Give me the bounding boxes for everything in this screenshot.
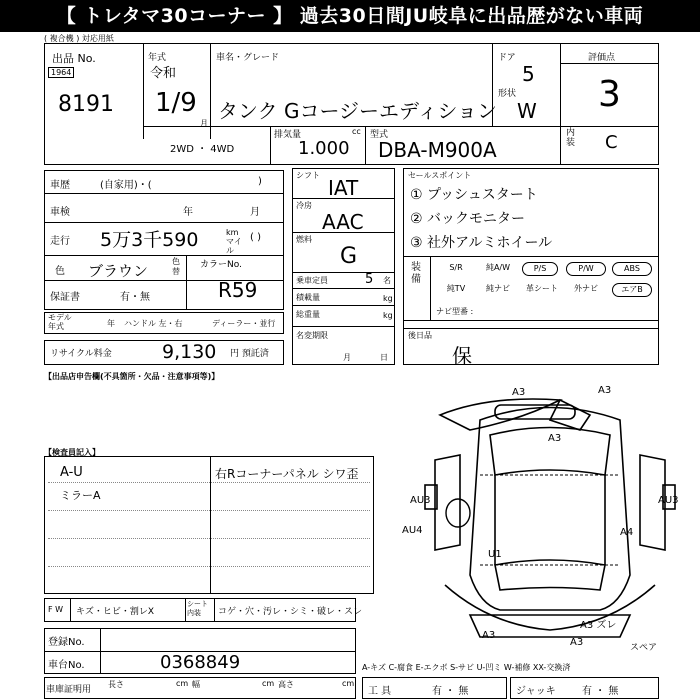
deadline-day: 日 xyxy=(380,353,388,362)
shift-label: シフト xyxy=(296,171,320,180)
damage-mark: AU4 xyxy=(402,525,423,536)
garage-width: 幅 xyxy=(192,680,200,689)
damage-mark: A3 xyxy=(598,385,612,396)
recycle-label: リサイクル料金 xyxy=(50,349,112,359)
equip-ext-navi: 外ナビ xyxy=(574,284,598,293)
recycle-unit: 円 預託済 xyxy=(230,349,269,359)
mileage-value: 5万3千590 xyxy=(100,229,199,251)
equip-airbag: エアB xyxy=(612,283,652,297)
fw-interior-label: シート内装 xyxy=(187,600,208,617)
equip-navi: 純ナビ xyxy=(486,284,510,293)
lot-stamp: 1964 xyxy=(48,67,74,78)
damage-mark: AU3 xyxy=(658,495,679,506)
shape-label: 形状 xyxy=(498,89,517,99)
capacity-unit: 名 xyxy=(383,276,391,285)
rear-value: 保 xyxy=(452,344,472,368)
spare-label: スペア xyxy=(630,643,658,653)
color-change: 色替 xyxy=(172,257,180,276)
fw-items: キズ・ヒビ・割レX xyxy=(76,607,154,617)
displacement-value: 1.000 xyxy=(298,138,350,159)
mileage-label: 走行 xyxy=(50,236,70,247)
score-value: 3 xyxy=(598,74,621,115)
inspector-left1: A-U xyxy=(60,465,83,480)
gross-unit: kg xyxy=(383,311,393,320)
inspector-label: 【検査員記入】 xyxy=(44,448,100,457)
month-unit: 月 xyxy=(200,119,208,128)
jack-label: ジャッキ xyxy=(516,686,556,697)
sales-item-1: ① プッシュスタート xyxy=(410,187,538,203)
shape-value: W xyxy=(517,99,537,123)
equipment-label: 装備 xyxy=(411,262,421,285)
history-end: ) xyxy=(258,176,262,187)
garage-len: 長さ xyxy=(108,680,124,689)
damage-mark: AU3 xyxy=(410,495,431,506)
rear-label: 後日品 xyxy=(408,331,432,340)
damage-mark: A3 ズレ xyxy=(580,620,617,631)
model-year-label: モデル年式 xyxy=(48,313,72,331)
handle: ハンドル 左・右 xyxy=(124,319,183,328)
lot-number: 8191 xyxy=(58,92,114,117)
navi-model: ナビ型番 : xyxy=(436,307,474,316)
equip-sr: S/R xyxy=(449,263,463,272)
damage-mark: A3 xyxy=(512,387,526,398)
displacement-label: 排気量 xyxy=(274,130,302,140)
chassis-value: 0368849 xyxy=(160,652,241,673)
model-year-year: 年 xyxy=(107,319,115,328)
garage-height: 高さ xyxy=(278,680,294,689)
type-label: 型式 xyxy=(370,130,389,140)
mileage-paren: ( ) xyxy=(250,232,261,243)
lot-label: 出品 No. xyxy=(52,52,96,65)
model-label: 車名・グレード xyxy=(216,53,280,63)
banner: 【 トレタマ30コーナー 】 過去30日間JU岐阜に出品歴がない車両 xyxy=(0,0,700,32)
doors-label: ドア xyxy=(498,53,516,63)
damage-diagram xyxy=(400,375,700,660)
garage-height-cm: cm xyxy=(342,679,355,688)
chassis-label: 車台No. xyxy=(48,660,85,671)
interior-label: 内装 xyxy=(566,128,576,148)
aircon-label: 冷房 xyxy=(296,201,312,210)
warranty-label: 保証書 xyxy=(50,292,80,303)
interior-value: C xyxy=(605,132,618,153)
damage-mark: A4 xyxy=(620,527,634,538)
drive: 2WD ・ 4WD xyxy=(170,144,235,155)
inspector-right1: 右Rコーナーパネル シワ歪 xyxy=(215,467,359,481)
shaken-label: 車検 xyxy=(50,207,70,218)
sales-item-3: ③ 社外アルミホイール xyxy=(410,235,553,251)
capacity-label: 乗車定員 xyxy=(296,276,328,285)
load-unit: kg xyxy=(383,294,393,303)
reg-label: 登録No. xyxy=(48,637,85,648)
damage-mark: U1 xyxy=(488,549,502,560)
sales-label: セールスポイント xyxy=(408,171,472,180)
history-value: (自家用)・( xyxy=(100,180,152,191)
equip-pw: P/W xyxy=(566,262,606,276)
history-label: 車歴 xyxy=(50,180,70,191)
jack-value: 有 ・ 無 xyxy=(582,686,619,697)
dealer: ディーラー・並行 xyxy=(212,319,276,328)
garage-label: 車庫証明用 xyxy=(46,685,92,695)
doors-value: 5 xyxy=(522,62,535,86)
damage-mark: A3 xyxy=(570,637,584,648)
warranty-value: 有・無 xyxy=(120,292,150,303)
mileage-unit: km マイル xyxy=(226,228,242,255)
equip-alloy: 純A/W xyxy=(485,263,511,272)
fuel-label: 燃料 xyxy=(296,235,312,244)
fw-label: F W xyxy=(48,605,64,614)
color-value: ブラウン xyxy=(88,262,149,280)
shift-value: IAT xyxy=(328,176,359,200)
damage-mark: A3 xyxy=(548,433,562,444)
equip-abs: ABS xyxy=(612,262,652,276)
capacity-value: 5 xyxy=(365,272,374,287)
garage-len-cm: cm xyxy=(176,679,189,688)
recycle-value: 9,130 xyxy=(162,341,217,363)
damage-mark: A3 xyxy=(482,630,496,641)
tools-value: 有 ・ 無 xyxy=(432,686,469,697)
equip-leather: 革シート xyxy=(526,284,558,293)
type-value: DBA-M900A xyxy=(378,138,497,162)
score-label: 評価点 xyxy=(588,53,616,63)
shaken-month: 月 xyxy=(250,207,260,218)
deadline-label: 名変期限 xyxy=(296,331,328,340)
color-code-label: カラーNo. xyxy=(200,260,242,270)
aircon-value: AAC xyxy=(322,210,364,234)
sub-note: ( 複合機 ) 対応用紙 xyxy=(44,34,114,43)
tools-label: 工 具 xyxy=(368,686,392,697)
gross-label: 総重量 xyxy=(296,310,320,319)
year-value: 1/9 xyxy=(155,88,197,118)
color-code: R59 xyxy=(218,278,258,302)
color-label: 色 xyxy=(55,266,65,277)
fw-interior-items: コゲ・穴・汚レ・シミ・破レ・スレ xyxy=(218,607,363,617)
load-label: 積載量 xyxy=(296,293,320,302)
shaken-year: 年 xyxy=(183,207,193,218)
deadline-month: 月 xyxy=(343,353,351,362)
equip-tv: 純TV xyxy=(446,284,466,293)
year-label: 年式 xyxy=(148,53,167,63)
era: 令和 xyxy=(150,66,177,81)
dealer-notes: 【出品店申告欄(不具箇所・欠品・注意事項等)】 xyxy=(44,372,220,381)
legend: A-キズ C-腐食 E-エクボ S-サビ U-凹ミ W-補修 XX-交換済 xyxy=(362,663,571,672)
model-value: タンク Gコージーエディション xyxy=(218,99,498,123)
garage-width-cm: cm xyxy=(262,679,275,688)
sales-item-2: ② バックモニター xyxy=(410,211,526,227)
inspector-left2: ミラーA xyxy=(60,489,101,502)
equip-ps: P/S xyxy=(522,262,558,276)
cc-unit: cc xyxy=(352,127,361,136)
fuel-value: G xyxy=(340,244,358,269)
